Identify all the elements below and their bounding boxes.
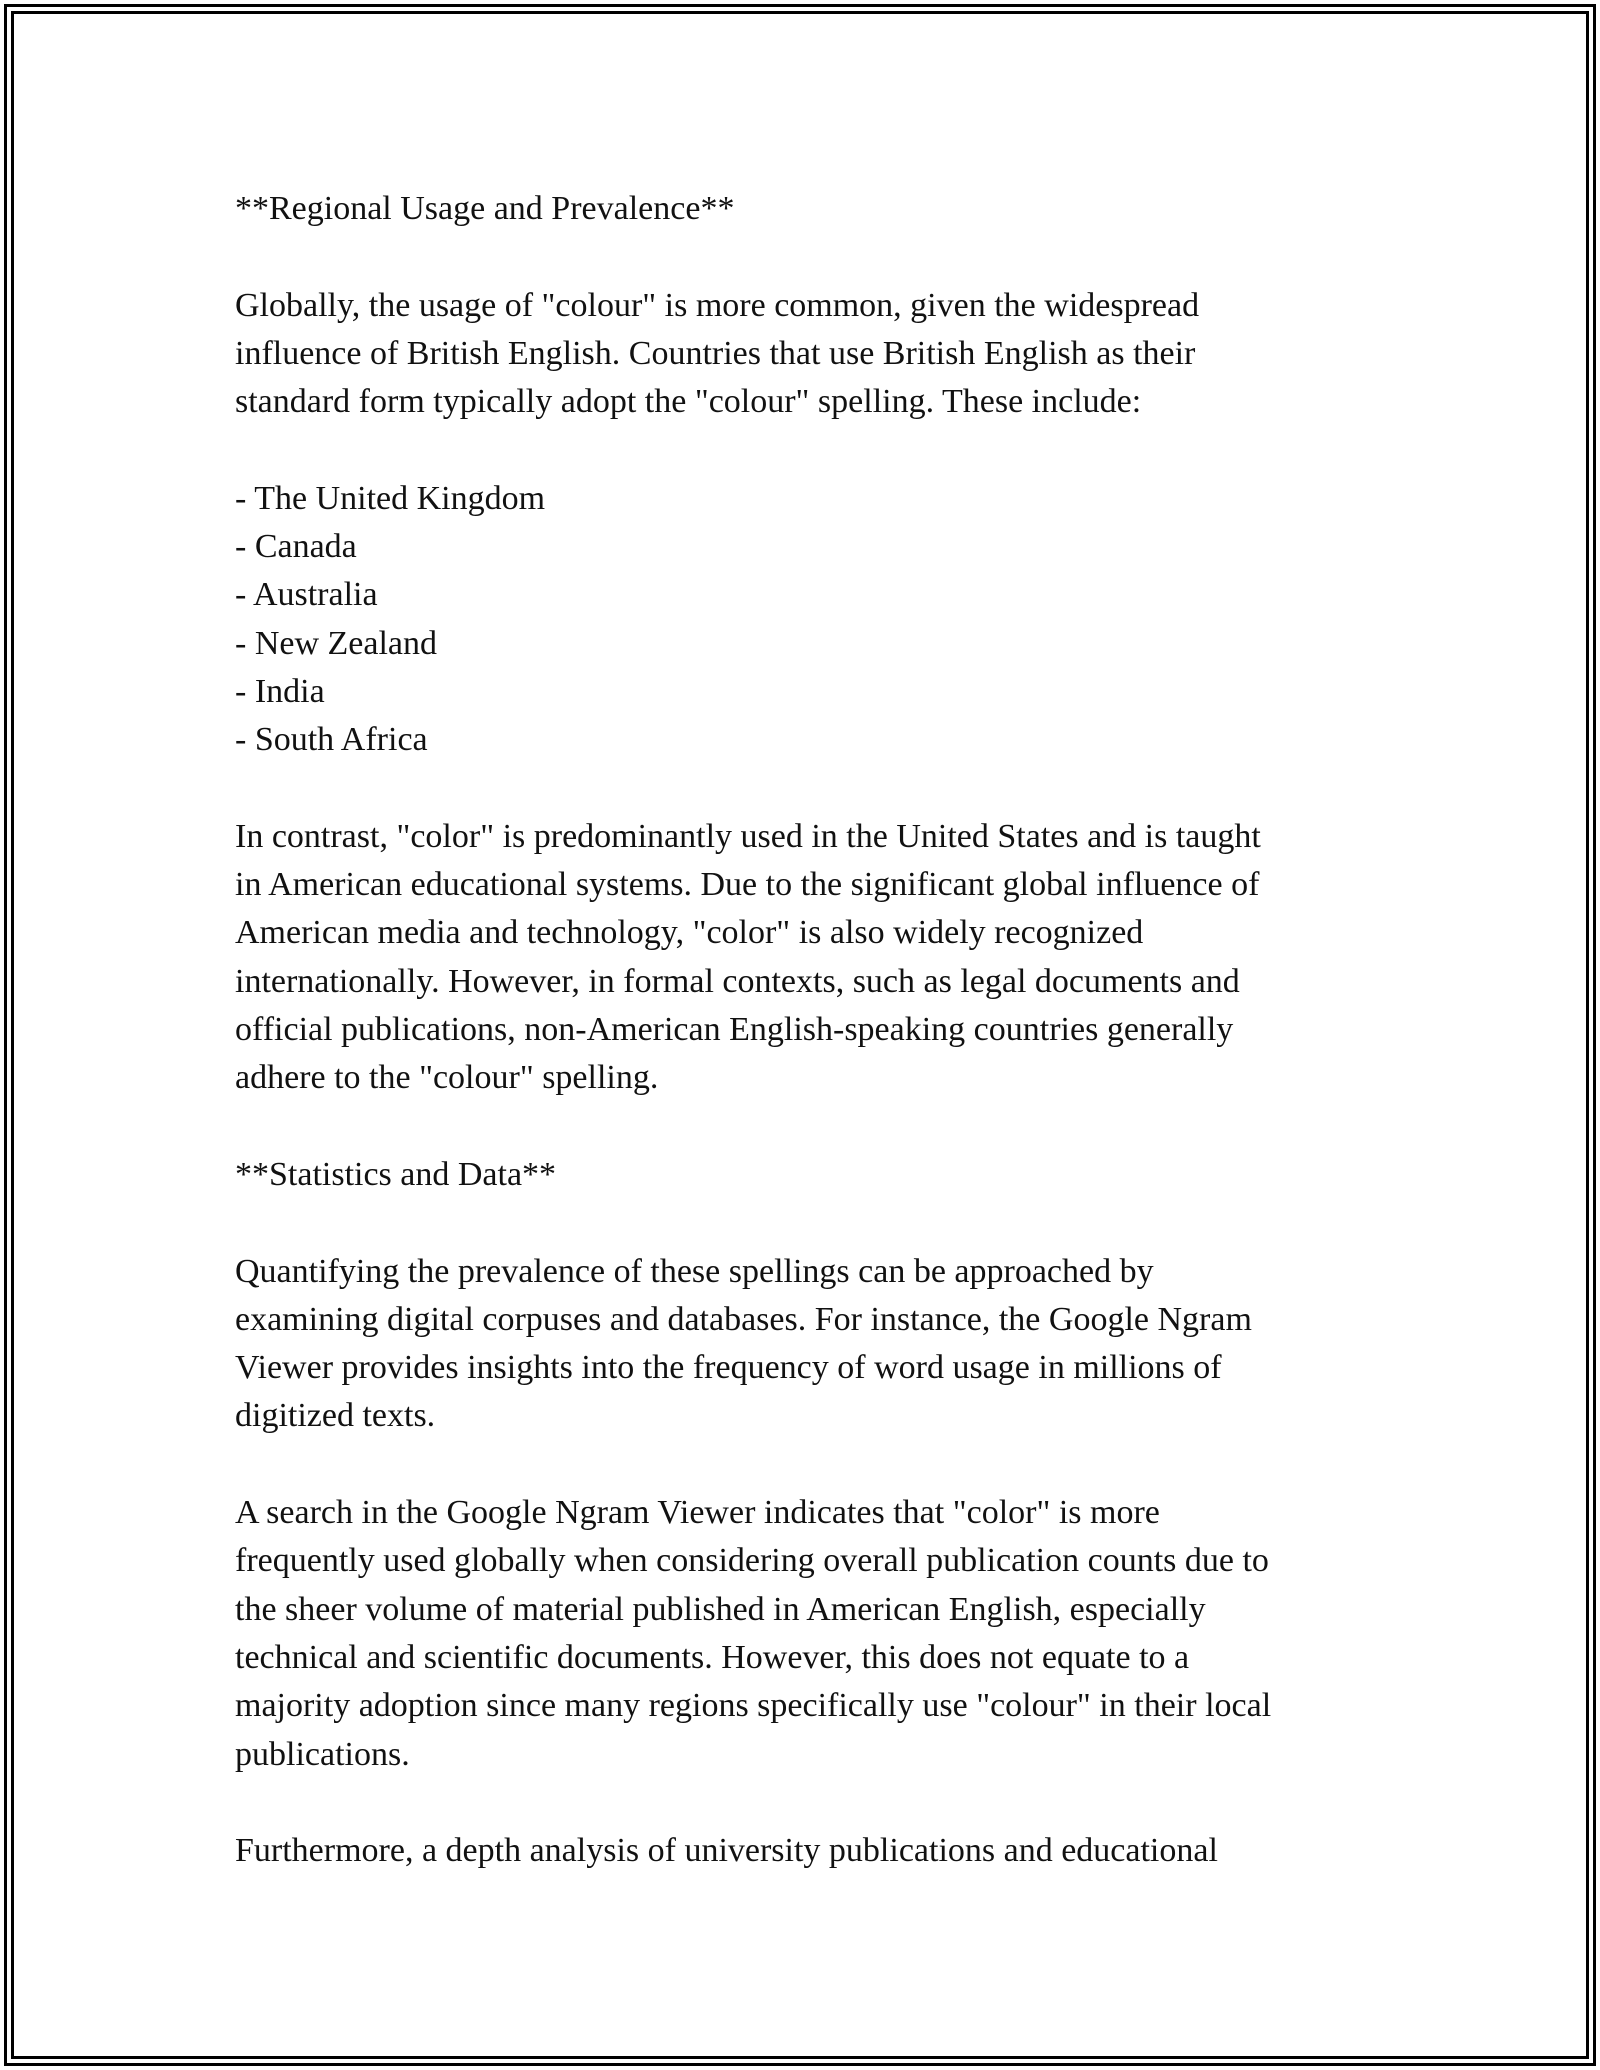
list-item: - Canada [235, 528, 357, 566]
list-item: - New Zealand [235, 624, 438, 662]
paragraph-line: Quantifying the prevalence of these spellings can be approached by [235, 1252, 1154, 1290]
paragraph-search [235, 1489, 1365, 1779]
paragraph-line: Globally, the usage of "colour" is more common, given the widespread [235, 286, 1200, 324]
document-body [235, 185, 1365, 1924]
paragraph-line: A search in the Google Ngram Viewer indicates that "color" is more [235, 1494, 1160, 1532]
paragraph-line: publications. [235, 1735, 410, 1773]
list-item: - The United Kingdom [235, 479, 546, 517]
paragraph-line: digitized texts. [235, 1397, 436, 1435]
paragraph-line: American media and technology, "color" is also widely recognized [235, 914, 1144, 952]
paragraph-line: In contrast, "color" is predominantly used in the United States and is taught [235, 817, 1261, 855]
heading-text: **Statistics and Data** [235, 1155, 557, 1193]
paragraph-intro [235, 282, 1365, 427]
paragraph-line: the sheer volume of material published in American English, especially [235, 1590, 1206, 1628]
list-item: - Australia [235, 576, 378, 614]
paragraph-line: majority adoption since many regions specifically use "colour" in their local [235, 1687, 1272, 1725]
paragraph-line: internationally. However, in formal contexts, such as legal documents and [235, 962, 1240, 1000]
heading-text: **Regional Usage and Prevalence** [235, 190, 735, 227]
section-heading-statistics [235, 1151, 1365, 1199]
list-item: - India [235, 672, 325, 710]
section-heading-regional [235, 185, 1365, 233]
paragraph-line: adhere to the "colour" spelling. [235, 1059, 659, 1097]
paragraph-line: frequently used globally when considering overall publication counts due to [235, 1542, 1269, 1580]
paragraph-line: official publications, non-American English-speaking countries generally [235, 1011, 1234, 1049]
paragraph-line: examining digital corpuses and databases. For instance, the Google Ngram [235, 1300, 1252, 1338]
paragraph-line: influence of British English. Countries that use British English as their [235, 334, 1196, 372]
paragraph-contrast [235, 813, 1365, 1103]
country-list [235, 475, 1365, 765]
list-item: - South Africa [235, 721, 428, 759]
paragraph-line: standard form typically adopt the "colour" spelling. These include: [235, 383, 1142, 421]
paragraph-line: Furthermore, a depth analysis of university publications and educational [235, 1832, 1218, 1870]
paragraph-line: in American educational systems. Due to the significant global influence of [235, 866, 1260, 904]
paragraph-line: technical and scientific documents. However, this does not equate to a [235, 1638, 1190, 1676]
paragraph-furthermore [235, 1827, 1365, 1875]
paragraph-line: Viewer provides insights into the frequency of word usage in millions of [235, 1349, 1222, 1387]
paragraph-quantify [235, 1248, 1365, 1441]
